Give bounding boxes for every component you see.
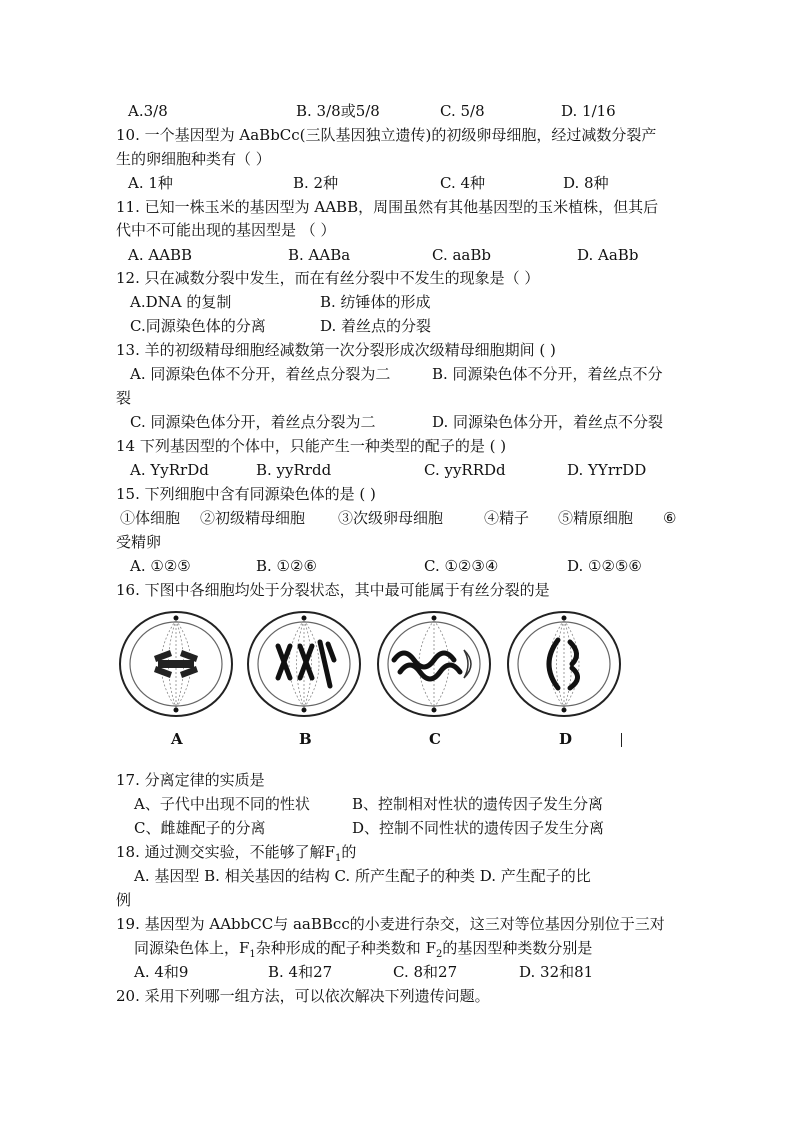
- q15-item-3: ③次级卵母细胞: [338, 509, 444, 527]
- q17-option-d: D、控制不同性状的遗传因子发生分离: [352, 819, 605, 837]
- q15-item-6-cont: 受精卵: [116, 533, 162, 551]
- q11-option-c: C. aaBb: [432, 246, 491, 264]
- q11-option-b: B. AABa: [288, 246, 351, 264]
- q20-stem: 20. 采用下列哪一组方法，可以依次解决下列遗传问题。: [116, 987, 490, 1005]
- q17-stem: 17. 分离定律的实质是: [116, 771, 265, 789]
- q15-item-1: ①体细胞: [120, 509, 181, 527]
- q15-stem: 15. 下列细胞中含有同源染色体的是 ( ): [116, 485, 376, 503]
- q17-option-a: A、子代中出现不同的性状: [134, 795, 310, 813]
- q18-options: A. 基因型 B. 相关基因的结构 C. 所产生配子的种类 D. 产生配子的比: [134, 867, 591, 885]
- q17-option-c: C、雌雄配子的分离: [134, 819, 266, 837]
- cell-b: [248, 612, 360, 716]
- figure-label-d: D: [559, 730, 573, 748]
- q10-option-c: C. 4种: [440, 174, 486, 192]
- q9-option-d: D. 1/16: [561, 102, 616, 120]
- q14-option-b: B. yyRrdd: [256, 461, 332, 479]
- text-cursor: [621, 733, 622, 747]
- q10-option-a: A. 1种: [128, 174, 173, 192]
- q12-option-c: C.同源染色体的分离: [130, 317, 266, 335]
- q12-option-a: A.DNA 的复制: [130, 293, 232, 311]
- figure-label-a: A: [171, 730, 183, 748]
- q19-stem-line2: 同源染色体上，$F_1$杂种形成的配子种类数和 $F_2$的基因型种类数分别是: [134, 939, 593, 960]
- q18-stem: 18. 通过测交实验，不能够了解$F_1$的: [116, 843, 357, 864]
- q19-option-c: C. 8和27: [393, 963, 458, 981]
- q12-stem: 12. 只在减数分裂中发生，而在有丝分裂中不发生的现象是（ ）: [116, 269, 540, 287]
- q11-stem-line2: 代中不可能出现的基因型是 （ ）: [116, 221, 336, 239]
- q12-option-d: D. 着丝点的分裂: [320, 317, 432, 335]
- q15-option-c: C. ①②③④: [424, 557, 499, 575]
- q15-item-5: ⑤精原细胞: [558, 509, 634, 527]
- q16-stem: 16. 下图中各细胞均处于分裂状态，其中最可能属于有丝分裂的是: [116, 581, 550, 599]
- q12-option-b: B. 纺锤体的形成: [320, 293, 431, 311]
- q13-option-a: A. 同源染色体不分开，着丝点分裂为二: [130, 365, 391, 383]
- q15-item-2: ②初级精母细胞: [200, 509, 306, 527]
- q10-option-d: D. 8种: [563, 174, 609, 192]
- figure-label-b: B: [299, 730, 312, 748]
- q10-stem-line2: 生的卵细胞种类有（ ）: [116, 150, 271, 168]
- figure-label-c: C: [429, 730, 441, 748]
- q15-option-a: A. ①②⑤: [130, 557, 191, 575]
- q17-option-b: B、控制相对性状的遗传因子发生分离: [352, 795, 604, 813]
- q11-option-d: D. AaBb: [577, 246, 639, 264]
- q19-option-d: D. 32和81: [519, 963, 594, 981]
- q14-stem: 14 下列基因型的个体中，只能产生一种类型的配子的是 ( ): [116, 437, 507, 455]
- cell-c: [378, 612, 490, 716]
- q13-option-b: B. 同源染色体不分开，着丝点不分: [432, 365, 663, 383]
- q19-stem-line1: 19. 基因型为 AAbbCC与 aaBBcc的小麦进行杂交，这三对等位基因分别位于三对: [116, 915, 665, 933]
- cell-d: [508, 612, 620, 716]
- cell-division-diagram: [118, 606, 630, 758]
- q15-item-6: ⑥: [663, 509, 677, 527]
- q15-option-d: D. ①②⑤⑥: [567, 557, 642, 575]
- q15-option-b: B. ①②⑥: [256, 557, 317, 575]
- q11-option-a: A. AABB: [128, 246, 193, 264]
- q9-option-a: A.3/8: [128, 102, 168, 120]
- q19-option-b: B. 4和27: [268, 963, 333, 981]
- q11-stem-line1: 11. 已知一株玉米的基因型为 AABB，周围虽然有其他基因型的玉米植株，但其后: [116, 198, 659, 216]
- q13-option-c: C. 同源染色体分开，着丝点分裂为二: [130, 413, 376, 431]
- q18-options-cont: 例: [116, 891, 132, 909]
- q10-stem-line1: 10. 一个基因型为 AaBbCc(三队基因独立遗传)的初级卵母细胞，经过减数分裂产: [116, 126, 657, 144]
- q9-option-b: B. 3/8或5/8: [296, 102, 380, 120]
- q13-option-d: D. 同源染色体分开，着丝点不分裂: [432, 413, 664, 431]
- q9-option-c: C. 5/8: [440, 102, 485, 120]
- q14-option-a: A. YyRrDd: [130, 461, 209, 479]
- q13-stem: 13. 羊的初级精母细胞经减数第一次分裂形成次级精母细胞期间 ( ): [116, 341, 556, 359]
- q13-option-b-cont: 裂: [116, 389, 132, 407]
- cell-division-figure: [118, 606, 630, 758]
- cell-a: [120, 612, 232, 716]
- q14-option-c: C. yyRRDd: [424, 461, 506, 479]
- q19-option-a: A. 4和9: [134, 963, 189, 981]
- q10-option-b: B. 2种: [293, 174, 339, 192]
- q15-item-4: ④精子: [484, 509, 530, 527]
- q14-option-d: D. YYrrDD: [567, 461, 647, 479]
